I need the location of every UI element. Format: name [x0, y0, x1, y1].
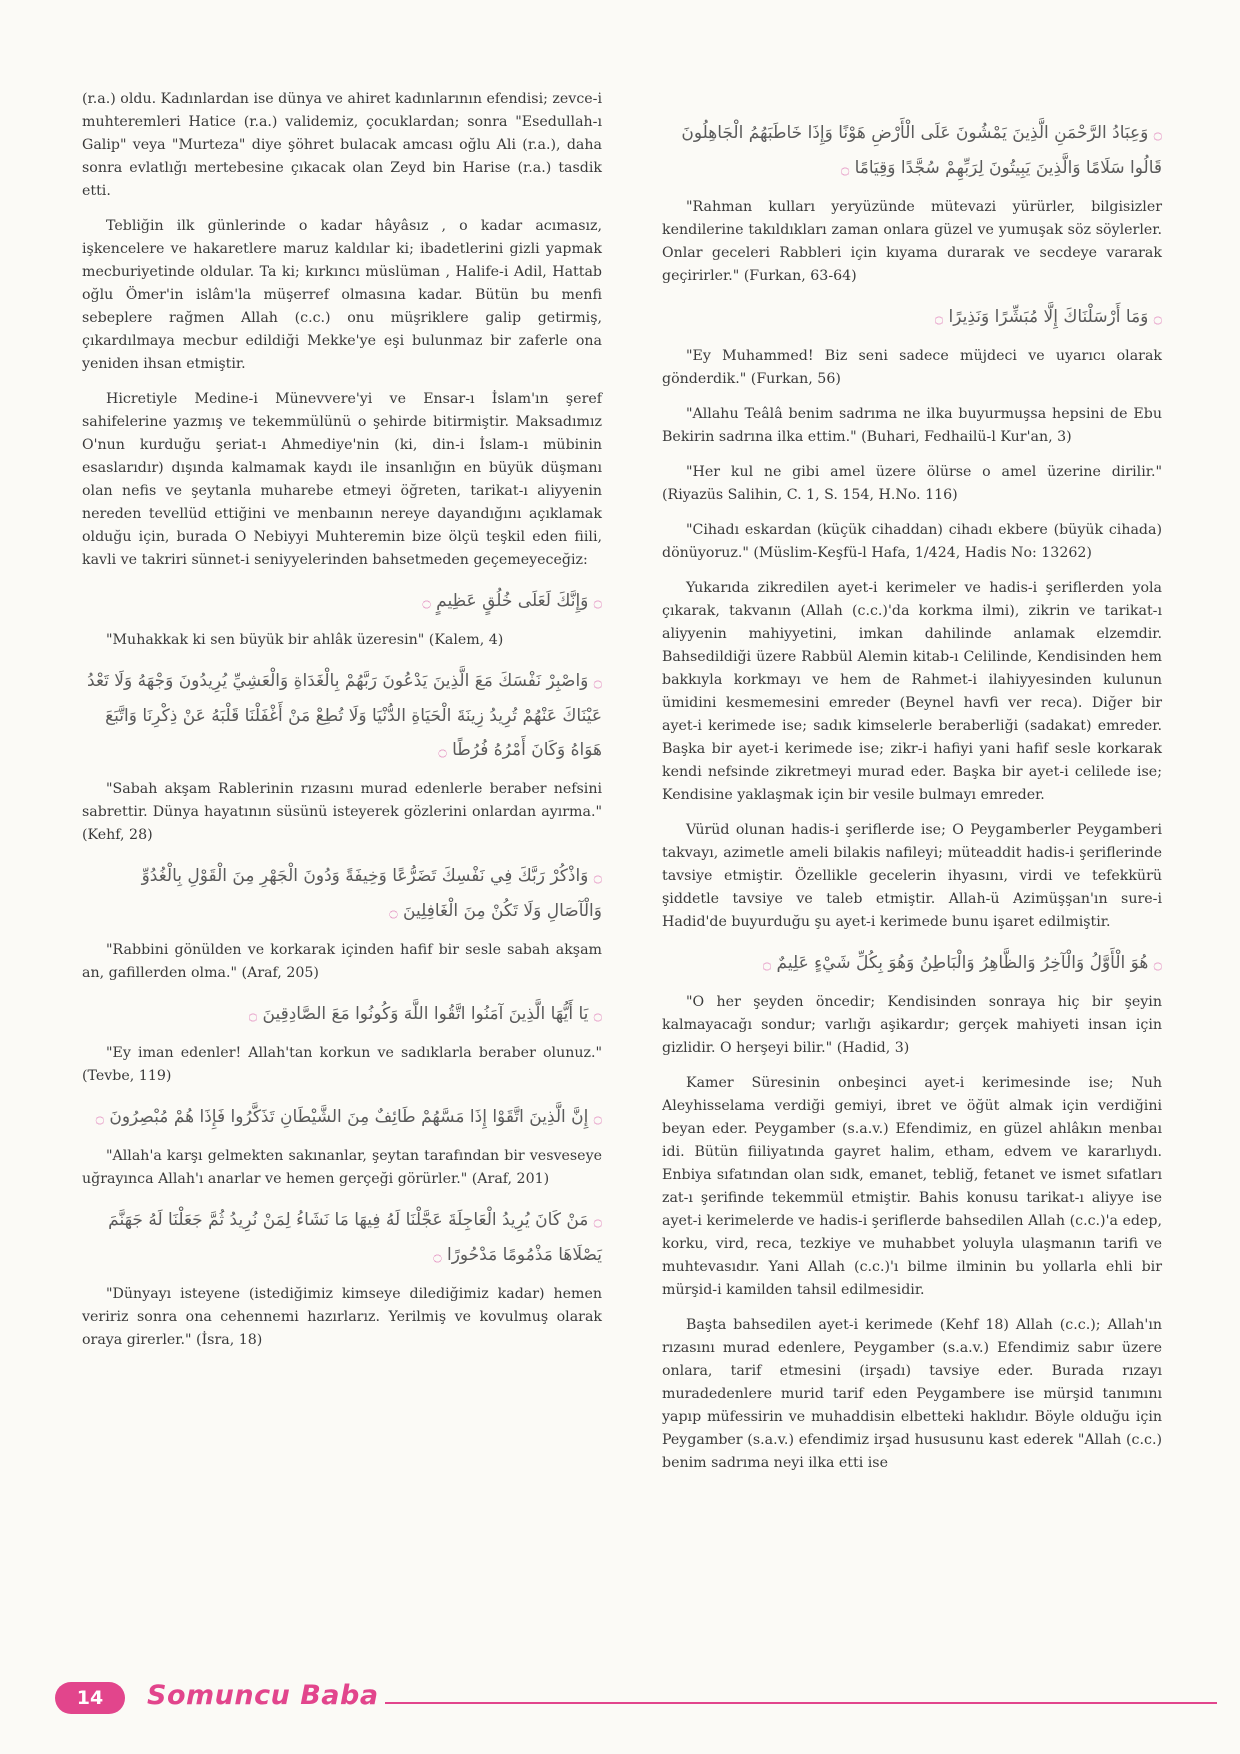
- arabic-verse: [82, 859, 602, 929]
- verse-translation: "Allah'a karşı gelmekten sakınanlar, şeytan tarafından bir vesveseye uğrayınca Allah'ı anarlar ve hemen gerçeği görürler." (Araf, 201): [82, 1148, 602, 1187]
- paragraph: Başta bahsedilen ayet-i kerimede (Kehf 18) Allah (c.c.); Allah'ın rızasını murad edenlere, Peygamber (s.a.v.) Efendimiz sabır üzere onlara, tarif etmesini (irşadı) tavsiye eder. Burada rızayı muradedenlere murid tarif eden Peygambere ise mürşid tanımını yapıp müfessirin ve muhaddisin elbetteki haklıdır. Böyle olduğu için Peygamber (s.a.v.) efendimiz irşad hususunu kast ederek "Allah (c.c.) benim sadrıma neyi ilka etti ise: [662, 1317, 1162, 1471]
- paragraph: Yukarıda zikredilen ayet-i kerimeler ve hadis-i şeriflerden yola çıkarak, takvanın (Allah (c.c.)'da korkma ilmi), zikrin ve tarikat-ı aliyyenin mahiyyetini, imkan dahilinde anlamak elzemdir. Bahsedildiği üzere Rabbül Alemin kitab-ı Celilinde, Kendisinden hem bakkıyla korkmayı ve hem de Rahmet-i ilahiyyesinden kulunun ümidini kesmemesini emreder (Beynel havfi ver reca). Diğer bir ayet-i kerimede ise; sadık kimselerle beraberliği (sadakat) emreder. Başka bir ayet-i kerimede ise; zikr-i hafiyi yani hafif sesle korkarak kendi nefsinde zikretmeyi murad eder. Başka bir ayet-i celilede ise; Kendisine yaklaşmak için bir vesile bulmayı emreder.: [662, 580, 1162, 803]
- arabic-verse: [82, 584, 602, 619]
- page-footer: [55, 1680, 1175, 1720]
- verse-ornament-icon: ۝: [593, 674, 602, 690]
- arabic-verse-text: وَإِنَّكَ لَعَلَى خُلُقٍ عَظِيمٍ: [436, 591, 589, 611]
- left-column: [82, 88, 602, 1364]
- arabic-verse-text: وَاذْكُرْ رَبَّكَ فِي نَفْسِكَ تَضَرُّعًا وَخِيفَةً وَدُونَ الْجَهْرِ مِنَ الْقَوْلِ بِالْغُدُوِّ وَالْآصَالِ وَلَا تَكُنْ مِنَ الْغَافِلِينَ: [141, 866, 602, 921]
- paragraph: Vürüd olunan hadis-i şeriflerde ise; O Peygamberler Peygamberi takvayı, azimetle ameli bilakis nafileyi; müteaddit hadis-i şeriflerinde tavsiye etmiştir. Özellikle gecelerin ihyasını, virdi ve tefekkürü şiddetle tavsiye ve taleb etmiştir. Allah-ü Azimüşşan'ın sure-i Hadid'de buyurduğu şu ayet-i kerimede bunu işaret edilmiştir.: [662, 822, 1162, 930]
- verse-translation: "Rahman kulları yeryüzünde mütevazi yürürler, bilgisizler kendilerine takıldıkları zaman onlara güzel ve yumuşak söz söylerler. Onlar geceleri Rabbleri için kıyama durarak ve secdeye vararak geçirirler." (Furkan, 63-64): [662, 199, 1162, 284]
- verse-translation: "O her şeyden öncedir; Kendisinden sonraya hiç bir şeyin kalmayacağı sondur; varlığı aşikardır; gerçek mahiyeti insan için gizlidir. O herşeyi bilir." (Hadid, 3): [662, 994, 1162, 1056]
- verse-ornament-icon: ۝: [248, 1007, 258, 1023]
- verse-translation: "Muhakkak ki sen büyük bir ahlâk üzeresin" (Kalem, 4): [106, 632, 504, 648]
- paragraph: (r.a.) oldu. Kadınlardan ise dünya ve ahiret kadınlarının efendisi; zevce-i muhteremleri Hatice (r.a.) validemiz, çocuklardan; sonra "Esedullah-ı Galip" veya "Murteza" diye şöhret bulacak amcası oğlu Ali (r.a.), daha sonra evlatlığı mertebesine çıkacak olan Zeyd bin Harise (r.a.) tasdik etti.: [82, 91, 602, 199]
- verse-ornament-icon: ۝: [95, 1110, 104, 1126]
- verse-ornament-icon: ۝: [1153, 310, 1162, 326]
- verse-translation: "Ey Muhammed! Biz seni sadece müjdeci ve uyarıcı olarak gönderdik." (Furkan, 56): [662, 348, 1162, 387]
- verse-ornament-icon: ۝: [593, 1213, 602, 1229]
- verse-translation: "Sabah akşam Rablerinin rızasını murad edenlerle beraber nefsini sabrettir. Dünya hayatının süsünü isteyerek gözlerini onlardan ayırma." (Kehf, 28): [82, 781, 602, 843]
- arabic-verse-text: إِنَّ الَّذِينَ اتَّقَوْا إِذَا مَسَّهُمْ طَائِفٌ مِنَ الشَّيْطَانِ تَذَكَّرُوا فَإِذَا هُمْ مُبْصِرُونَ: [109, 1107, 589, 1127]
- verse-ornament-icon: ۝: [438, 743, 447, 759]
- page-number-badge: 14: [55, 1682, 125, 1714]
- verse-translation: "Rabbini gönülden ve korkarak içinden hafif bir sesle sabah akşam an, gafillerden olma." (Araf, 205): [82, 942, 602, 981]
- right-column: [662, 108, 1162, 1487]
- arabic-verse: [82, 1100, 602, 1135]
- verse-translation: "Ey iman edenler! Allah'tan korkun ve sadıklarla beraber olunuz." (Tevbe, 119): [82, 1045, 602, 1084]
- verse-ornament-icon: ۝: [593, 594, 602, 610]
- verse-ornament-icon: ۝: [422, 594, 431, 610]
- arabic-verse-text: هُوَ الْأَوَّلُ وَالْآخِرُ وَالظَّاهِرُ وَالْبَاطِنُ وَهُوَ بِكُلِّ شَيْءٍ عَلِيمٌ: [776, 953, 1149, 973]
- verse-ornament-icon: ۝: [1153, 126, 1162, 142]
- verse-ornament-icon: ۝: [433, 1248, 442, 1264]
- hadith-quote: "Allahu Teâlâ benim sadrıma ne ilka buyurmuşsa hepsini de Ebu Bekirin sadrına ilka ettim." (Buhari, Fedhailü-l Kur'an, 3): [662, 406, 1162, 445]
- hadith-quote: "Her kul ne gibi amel üzere ölürse o amel üzerine dirilir." (Riyazüs Salihin, C. 1, S. 154, H.No. 116): [662, 464, 1162, 503]
- verse-ornament-icon: ۝: [934, 310, 944, 326]
- verse-ornament-icon: ۝: [762, 956, 772, 972]
- arabic-verse: [82, 664, 602, 768]
- hadith-quote: "Cihadı eskardan (küçük cihaddan) cihadı ekbere (büyük cihada) dönüyoruz." (Müslim-Keşfü-l Hafa, 1/424, Hadis No: 13262): [662, 522, 1162, 561]
- footer-divider: [385, 1702, 1217, 1704]
- arabic-verse: [662, 946, 1162, 981]
- arabic-verse-text: وَعِبَادُ الرَّحْمَنِ الَّذِينَ يَمْشُونَ عَلَى الْأَرْضِ هَوْنًا وَإِذَا خَاطَبَهُمُ الْجَاهِلُونَ قَالُوا سَلَامًا وَالَّذِينَ يَبِيتُونَ لِرَبِّهِمْ سُجَّدًا وَقِيَامًا: [681, 123, 1162, 178]
- arabic-verse: [82, 997, 602, 1032]
- verse-translation: "Dünyayı isteyene (istediğimiz kimseye dilediğimiz kadar) hemen veririz sonra ona cehennemi hazırlarız. Yerilmiş ve kovulmuş olarak oraya girerler." (İsra, 18): [82, 1286, 602, 1348]
- verse-ornament-icon: ۝: [593, 1110, 602, 1126]
- paragraph: Tebliğin ilk günlerinde o kadar hâyâsız , o kadar acımasız, işkencelere ve hakaretlere maruz kaldılar ki; ibadetlerini gizli yapmak mecburiyetinde oldular. Ta ki; kırkıncı müslüman , Halife-i Adil, Hattab oğlu Ömer'in islâm'la müşerref olmasına kadar. Bütün bu menfi sebeplere rağmen Allah (c.c.) onu müşriklere galip getirmiş, çıkardılmaya mecbur edildiği Mekke'ye eşi bulunmaz bir zaferle ona yeniden ihsan etmiştir.: [82, 218, 602, 372]
- magazine-title: Somuncu Baba: [147, 1680, 379, 1711]
- verse-ornament-icon: ۝: [840, 161, 850, 177]
- arabic-verse-text: يَا أَيُّهَا الَّذِينَ آمَنُوا اتَّقُوا اللَّهَ وَكُونُوا مَعَ الصَّادِقِينَ: [262, 1004, 589, 1024]
- arabic-verse-text: وَمَا أَرْسَلْنَاكَ إِلَّا مُبَشِّرًا وَنَذِيرًا: [948, 307, 1149, 327]
- arabic-verse-text: مَنْ كَانَ يُرِيدُ الْعَاجِلَةَ عَجَّلْنَا لَهُ فِيهَا مَا نَشَاءُ لِمَنْ نُرِيدُ ثُمَّ جَعَلْنَا لَهُ جَهَنَّمَ يَصْلَاهَا مَذْمُومًا مَدْحُورًا: [108, 1210, 602, 1265]
- verse-ornament-icon: ۝: [593, 1007, 602, 1023]
- verse-ornament-icon: ۝: [593, 869, 602, 885]
- verse-ornament-icon: ۝: [1153, 956, 1162, 972]
- arabic-verse: [662, 300, 1162, 335]
- paragraph: Kamer Süresinin onbeşinci ayet-i kerimesinde ise; Nuh Aleyhisselama verdiği gemiyi, ibret ve öğüt almak için verdiğini beyan eder. Peygamber (s.a.v.) Efendimiz, en güzel ahlâkın menbaı idi. Bütün fiiliyatında gayret halim, etham, edvem ve kararlıydı. Enbiya sıfatından olan sıdk, emanet, tebliğ, fetanet ve ismet sıfatları zat-ı şerifinde tekemmül etmiştir. Bahis konusu tarikat-ı aliyye ise ayet-i kerimelerde ve hadis-i şeriflerde bahsedilen Allah (c.c.)'a edep, korku, vird, reca, tezkiye ve muhabbet yoluyla ulaşmanın tarifi ve muhtevasıdır. Yani Allah (c.c.)'ı bilme ilminin bu yollarla ehli bir mürşid-i kamilden tahsil edilmesidir.: [662, 1075, 1162, 1298]
- arabic-verse: [82, 1203, 602, 1273]
- arabic-verse: [662, 116, 1162, 186]
- arabic-verse-text: وَاصْبِرْ نَفْسَكَ مَعَ الَّذِينَ يَدْعُونَ رَبَّهُمْ بِالْغَدَاةِ وَالْعَشِيِّ يُرِيدُونَ وَجْهَهُ وَلَا تَعْدُ عَيْنَاكَ عَنْهُمْ تُرِيدُ زِينَةَ الْحَيَاةِ الدُّنْيَا وَلَا تُطِعْ مَنْ أَغْفَلْنَا قَلْبَهُ عَنْ ذِكْرِنَا وَاتَّبَعَ هَوَاهُ وَكَانَ أَمْرُهُ فُرُطًا: [87, 671, 602, 760]
- paragraph: Hicretiyle Medine-i Münevvere'yi ve Ensar-ı İslam'ın şeref sahifelerine yazmış ve tekemmülünü o şehirde bitirmiştir. Maksadımız O'nun kurduğu şeriat-ı Ahmediye'nin (ki, din-i İslam-ı mübinin esaslarıdır) dışında kalmamak kaydı ile insanlığın en büyük düşmanı olan nefis ve şeytanla muharebe etmeyi öğreten, tarikat-ı aliyyenin nereden tevellüd ettiğini ve menbaının nereye dayandığını açıklamak olduğu için, burada O Nebiyyi Muhteremin bize ölçü teşkil eden fiili, kavli ve takriri sünnet-i seniyyelerinden bahsetmeden geçemeyeceğiz:: [82, 391, 602, 568]
- verse-ornament-icon: ۝: [389, 904, 398, 920]
